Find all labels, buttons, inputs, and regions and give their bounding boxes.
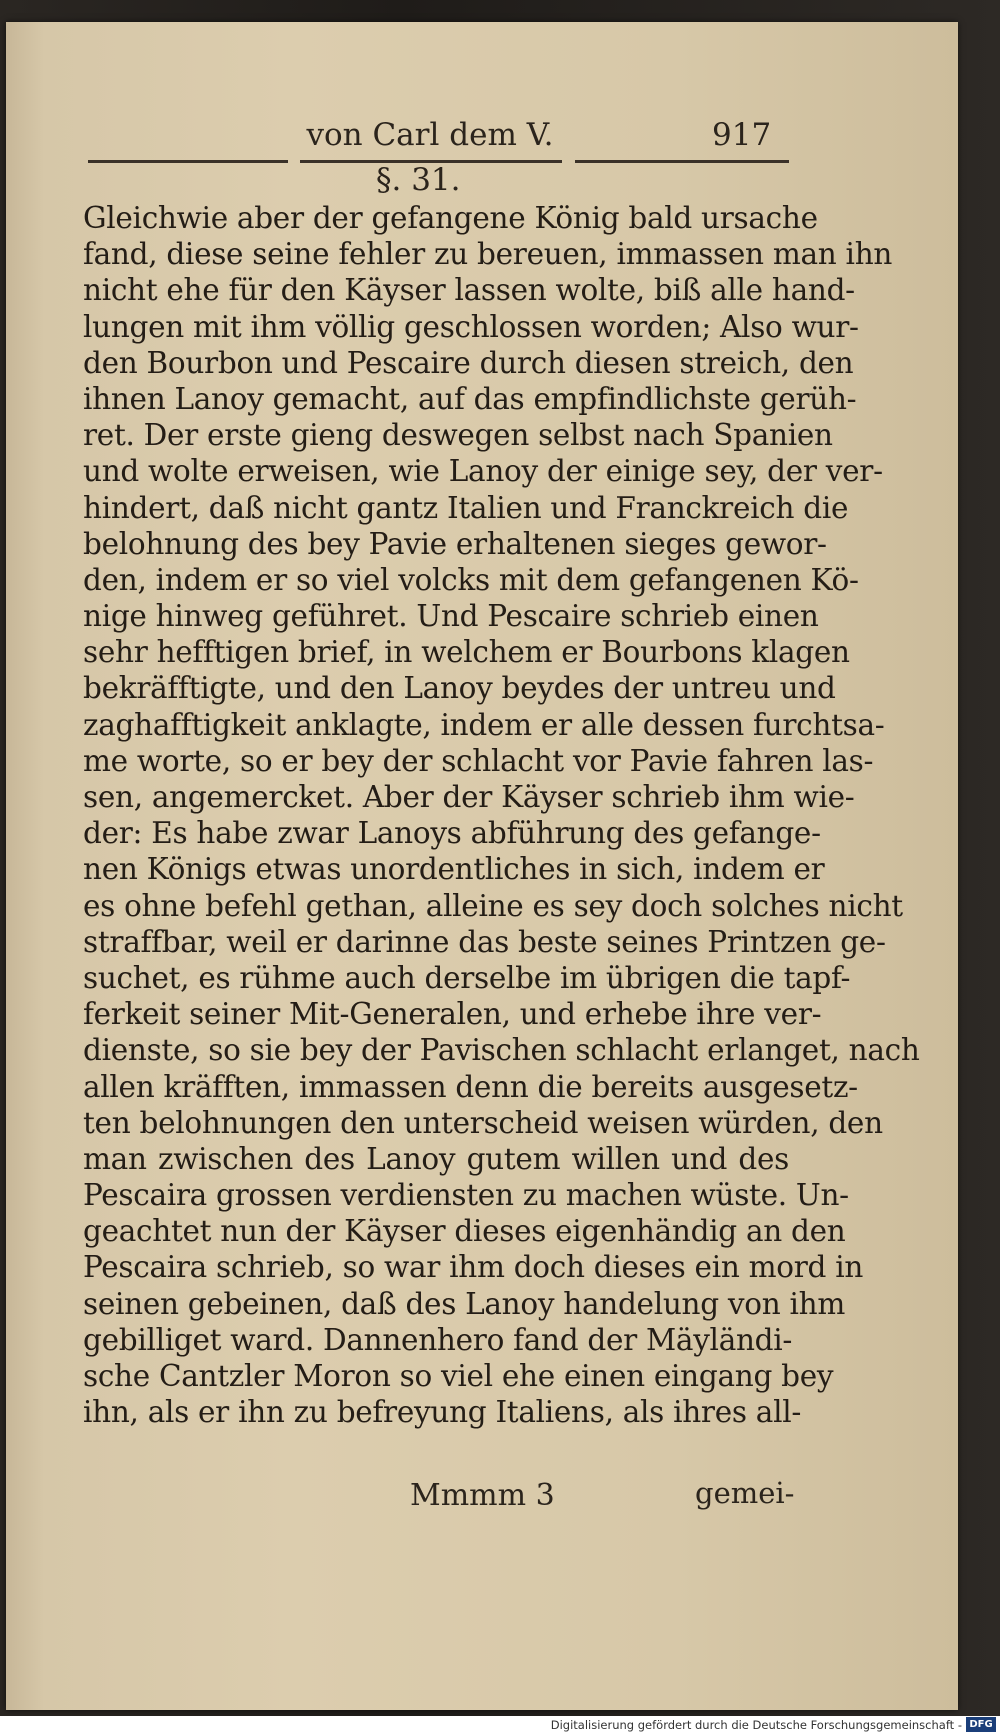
- text-line: fand, diese seine fehler zu bereuen, immassen man ihn: [83, 237, 893, 272]
- text-line: sche Cantzler Moron so viel ehe einen eingang bey: [83, 1359, 834, 1393]
- text-line: ferkeit seiner Mit-Generalen, und erhebe ihre ver-: [83, 997, 822, 1032]
- running-head: von Carl dem V.: [306, 117, 554, 153]
- text-line: Gleichwie aber der gefangene König bald ursache: [83, 201, 818, 235]
- text-line: ten belohnungen den unterscheid weisen würden, den: [83, 1105, 883, 1140]
- text-line: nige hinweg geführet. Und Pescaire schrieb einen: [83, 599, 819, 634]
- text-line: nicht ehe für den Käyser lassen wolte, biß alle hand-: [83, 273, 855, 308]
- text-line: man zwischen des Lanoy gutem willen und des: [83, 1141, 789, 1176]
- signature-mark: Mmmm 3: [410, 1478, 555, 1513]
- text-line: straffbar, weil er darinne das beste seines Printzen ge-: [83, 924, 886, 959]
- dfg-logo: DFG: [966, 1717, 996, 1732]
- text-line: geachtet nun der Käyser dieses eigenhändig an den: [83, 1214, 846, 1249]
- page-number: 917: [712, 117, 772, 153]
- text-line: ihn, als er ihn zu befreyung Italiens, als ihres all-: [83, 1395, 802, 1430]
- text-line: gebilliget ward. Dannenhero fand der Mäyländi-: [83, 1322, 793, 1357]
- text-line: der: Es habe zwar Lanoys abführung des gefange-: [83, 816, 821, 851]
- text-line: und wolte erweisen, wie Lanoy der einige sey, der ver-: [83, 454, 883, 489]
- text-line: Pescaira grossen verdiensten zu machen wüste. Un-: [83, 1178, 849, 1213]
- digitization-footer: [0, 1716, 1000, 1735]
- text-line: nen Königs etwas unordentliches in sich, indem er: [83, 852, 825, 887]
- text-line: es ohne befehl gethan, alleine es sey doch solches nicht: [83, 888, 903, 923]
- text-line: sehr hefftigen brief, in welchem er Bourbons klagen: [83, 635, 850, 670]
- text-line: belohnung des bey Pavie erhaltenen sieges gewor-: [83, 526, 827, 561]
- catchword: gemei-: [695, 1476, 795, 1510]
- text-line: lungen mit ihm völlig geschlossen worden; Also wur-: [83, 309, 859, 344]
- text-line: me worte, so er bey der schlacht vor Pavie fahren las-: [83, 743, 874, 778]
- text-line: dienste, so sie bey der Pavischen schlacht erlanget, nach: [83, 1033, 920, 1068]
- footer-credit: Digitalisierung gefördert durch die Deutsche Forschungsgemeinschaft -: [550, 1718, 962, 1732]
- text-line: allen kräfften, immassen denn die bereits ausgesetz-: [83, 1069, 858, 1104]
- text-line: den, indem er so viel volcks mit dem gefangenen Kö-: [83, 562, 859, 597]
- text-line: hindert, daß nicht gantz Italien und Franckreich die: [83, 490, 849, 525]
- section-heading: §. 31.: [376, 162, 461, 198]
- text-line: sen, angemercket. Aber der Käyser schrieb ihm wie-: [83, 780, 855, 814]
- text-line: zaghafftigkeit anklagte, indem er alle dessen furchtsa-: [83, 707, 885, 742]
- text-line: Pescaira schrieb, so war ihm doch dieses ein mord in: [83, 1250, 864, 1285]
- text-line: den Bourbon und Pescaire durch diesen streich, den: [83, 345, 854, 380]
- text-line: suchet, es rühme auch derselbe im übrigen die tapf-: [83, 960, 851, 995]
- text-line: ret. Der erste gieng deswegen selbst nach Spanien: [83, 418, 833, 453]
- text-line: seinen gebeinen, daß des Lanoy handelung von ihm: [83, 1286, 846, 1321]
- text-line: ihnen Lanoy gemacht, auf das empfindlichste gerüh-: [83, 381, 857, 416]
- text-line: bekräfftigte, und den Lanoy beydes der untreu und: [83, 671, 836, 706]
- body-text: [83, 200, 920, 1430]
- header-rule-left: [88, 160, 288, 163]
- header-rule-right: [575, 160, 789, 163]
